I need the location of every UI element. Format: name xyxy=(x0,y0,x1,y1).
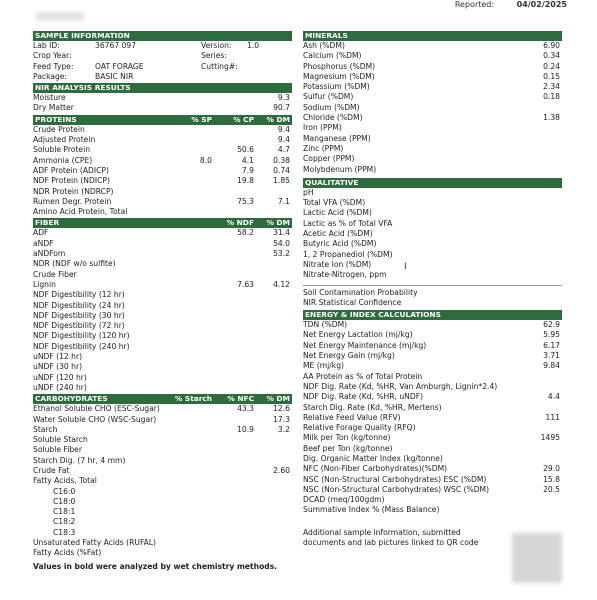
row-label: Crude Protein xyxy=(33,124,85,134)
row-value: 20.5 xyxy=(543,484,560,494)
row-label: Nitrate Ion (%DM) xyxy=(303,259,372,269)
row-label: Relative Forage Quality (RFQ) xyxy=(303,423,416,433)
row-label: Ammonia (CPE) xyxy=(33,155,93,165)
data-row xyxy=(33,548,292,558)
data-row xyxy=(33,187,292,197)
row-value: 54.0 xyxy=(273,238,290,248)
row-label: Moisture xyxy=(33,93,66,103)
carb-rows xyxy=(33,404,292,558)
data-row xyxy=(33,528,292,538)
row-label: Net Energy Lactation (mj/kg) xyxy=(303,330,413,340)
row-value: 53.2 xyxy=(273,249,290,259)
row-label: Starch xyxy=(33,424,58,434)
row-value: 7.1 xyxy=(277,196,290,206)
row-label: NDF Digestibility (72 hr) xyxy=(33,321,125,331)
row-value: 19.8 xyxy=(237,176,254,186)
row-value: 3.2 xyxy=(277,424,290,434)
row-label: Magnesium (%DM) xyxy=(303,71,375,81)
data-row xyxy=(33,166,292,176)
sample-row: Lab ID: 36767 097 Version: 1.0 xyxy=(33,41,260,50)
data-row xyxy=(303,134,562,144)
row-value: 62.9 xyxy=(543,320,560,330)
row-value: 1.85 xyxy=(273,176,290,186)
qualitative-header: QUALITATIVE xyxy=(303,178,562,188)
row-label: NDF Digestibility (30 hr) xyxy=(33,310,125,320)
data-row xyxy=(303,144,562,154)
blurred-logo xyxy=(36,12,84,21)
row-label: C18:1 xyxy=(53,507,76,517)
row-label: TDN (%DM) xyxy=(303,320,348,330)
data-row xyxy=(33,197,292,207)
data-row xyxy=(303,288,562,298)
row-label: Nitrate-Nitrogen, ppm xyxy=(303,270,387,280)
data-row xyxy=(303,351,562,361)
row-label: NIR Statistical Confidence xyxy=(303,297,402,307)
row-label: C16:0 xyxy=(53,486,76,496)
row-value: 43.3 xyxy=(237,404,254,414)
data-row xyxy=(303,82,562,92)
row-value: 6.17 xyxy=(543,340,560,350)
data-row xyxy=(33,290,292,300)
row-label: pH xyxy=(303,187,314,197)
data-row xyxy=(303,361,562,371)
row-label: 1, 2 Propanediol (%DM) xyxy=(303,249,393,259)
row-label: uNDF (240 hr) xyxy=(33,382,87,392)
row-label: C18:0 xyxy=(53,496,76,506)
row-label: Acetic Acid (%DM) xyxy=(303,229,373,239)
row-label: Butyric Acid (%DM) xyxy=(303,239,377,249)
row-value: 4.4 xyxy=(547,392,560,402)
row-label: Summative Index % (Mass Balance) xyxy=(303,505,440,515)
row-value: 2.34 xyxy=(543,82,560,92)
row-label: DCAD (meq/100gdm) xyxy=(303,495,385,505)
data-row xyxy=(303,250,562,260)
row-label: Manganese (PPM) xyxy=(303,133,371,143)
row-value: 9.4 xyxy=(277,135,290,145)
data-row xyxy=(303,239,562,249)
row-label: Lactic as % of Total VFA xyxy=(303,218,393,228)
row-label: Unsaturated Fatty Acids (RUFAL) xyxy=(33,538,157,548)
row-value: 2.60 xyxy=(273,465,290,475)
data-row xyxy=(33,249,292,259)
data-row xyxy=(33,311,292,321)
minerals-header: MINERALS xyxy=(303,31,562,41)
data-row xyxy=(33,517,292,527)
row-value: 0.74 xyxy=(273,165,290,175)
data-row xyxy=(303,330,562,340)
data-row xyxy=(303,433,562,443)
quality-rows xyxy=(303,188,562,281)
row-label: Iron (PPM) xyxy=(303,123,342,133)
data-row xyxy=(303,382,562,392)
row-value: 15.8 xyxy=(543,474,560,484)
data-row xyxy=(33,456,292,466)
data-row xyxy=(33,497,292,507)
row-value: 6.90 xyxy=(543,41,560,50)
row-value: 12.6 xyxy=(273,404,290,414)
reported-date: 04/02/2025 xyxy=(516,0,567,9)
row-label: Water Soluble CHO (WSC-Sugar) xyxy=(33,414,157,424)
row-label: NFC (Non-Fiber Carbohydrates)(%DM) xyxy=(303,464,448,474)
data-row xyxy=(303,103,562,113)
row-value: 75.3 xyxy=(237,196,254,206)
row-label: Soluble Starch xyxy=(33,435,88,445)
lab-id-value: 36767 097 xyxy=(95,41,137,50)
row-value: 0.15 xyxy=(543,71,560,81)
row-label: C18:3 xyxy=(53,527,76,537)
data-row xyxy=(303,92,562,102)
reported-label: Reported: xyxy=(454,0,495,9)
row-label: Lignin xyxy=(33,279,56,289)
footnote: Values in bold were analyzed by wet chemistry methods. xyxy=(33,561,278,571)
data-row xyxy=(33,445,292,455)
row-value: 4.12 xyxy=(273,279,290,289)
sample-row: Package: BASIC NIR xyxy=(33,71,134,81)
row-label: Crude Fiber xyxy=(33,269,77,279)
data-row xyxy=(303,298,562,308)
row-label: uNDF (30 hr) xyxy=(33,362,83,372)
data-row xyxy=(33,538,292,548)
carbs-header: CARBOHYDRATES % Starch % NFC % DM xyxy=(35,394,290,404)
data-row xyxy=(303,413,562,423)
row-value: 9.84 xyxy=(543,361,560,371)
data-row xyxy=(303,208,562,218)
data-row xyxy=(303,229,562,239)
row-label: NDF Protein (NDICP) xyxy=(33,176,110,186)
row-value: 10.9 xyxy=(237,424,254,434)
data-row xyxy=(33,176,292,186)
row-label: ADF Protein (ADICP) xyxy=(33,165,109,175)
data-row xyxy=(303,51,562,61)
text-cursor-icon: I xyxy=(404,262,407,272)
data-row xyxy=(303,219,562,229)
row-label: Amino Acid Protein, Total xyxy=(33,207,128,217)
data-row xyxy=(33,259,292,269)
divider xyxy=(303,285,562,286)
data-row xyxy=(303,485,562,495)
row-label: Total VFA (%DM) xyxy=(303,198,366,208)
energy-rows xyxy=(303,320,562,516)
row-label: NDR (NDF w/o sulfite) xyxy=(33,259,116,269)
data-row xyxy=(33,342,292,352)
data-row xyxy=(33,156,292,166)
row-label: ME (mj/kg) xyxy=(303,361,344,371)
data-row xyxy=(33,331,292,341)
data-row xyxy=(303,62,562,72)
row-label: Copper (PPM) xyxy=(303,154,355,164)
data-row xyxy=(303,154,562,164)
row-label: aNDF xyxy=(33,238,54,248)
row-value: 50.6 xyxy=(237,145,254,155)
row-label: AA Protein as % of Total Protein xyxy=(303,371,423,381)
data-row xyxy=(303,320,562,330)
row-label: Adjusted Protein xyxy=(33,135,96,145)
sample-info-header: SAMPLE INFORMATION xyxy=(33,31,292,41)
row-value: 17.3 xyxy=(273,414,290,424)
row-label: Crude Fat xyxy=(33,465,70,475)
row-label: NDF Digestibility (12 hr) xyxy=(33,290,125,300)
row-value: 31.4 xyxy=(273,228,290,238)
row-value: 1.38 xyxy=(543,113,560,123)
row-label: NDF Dig. Rate (Kd, %HR, Van Amburgh, Lignin*2.4) xyxy=(303,381,498,391)
row-label: Potassium (%DM) xyxy=(303,82,370,92)
row-value: 1495 xyxy=(540,433,560,443)
row-label: Beef per Ton (kg/tonne) xyxy=(303,443,393,453)
mineral-rows xyxy=(303,41,562,175)
data-row xyxy=(303,123,562,133)
right-column xyxy=(303,30,562,548)
row-value: 9.3 xyxy=(277,93,290,103)
row-value: 5.95 xyxy=(543,330,560,340)
data-row xyxy=(303,464,562,474)
row-label: Net Energy Gain (mj/kg) xyxy=(303,351,395,361)
left-column xyxy=(33,30,292,571)
data-row xyxy=(303,403,562,413)
feed-type-value: OAT FORAGE xyxy=(95,61,144,71)
row-label: Lactic Acid (%DM) xyxy=(303,208,372,218)
qr-code[interactable] xyxy=(512,533,562,583)
row-value: 8.0 xyxy=(199,155,212,165)
data-row xyxy=(33,145,292,155)
row-value: 4.1 xyxy=(241,155,254,165)
row-label: Zinc (PPM) xyxy=(303,143,344,153)
fiber-header: FIBER % NDF % DM xyxy=(35,218,290,228)
row-label: Fatty Acids (%Fat) xyxy=(33,548,102,558)
data-row xyxy=(33,228,292,238)
data-row xyxy=(33,270,292,280)
fiber-rows xyxy=(33,228,292,393)
data-row xyxy=(33,383,292,393)
data-row xyxy=(303,454,562,464)
data-row xyxy=(33,435,292,445)
row-value: 0.18 xyxy=(543,92,560,102)
data-row xyxy=(33,125,292,135)
row-label: Phosphorus (%DM) xyxy=(303,61,376,71)
package-value: BASIC NIR xyxy=(95,71,134,81)
data-row xyxy=(33,404,292,414)
row-label: Dig. Organic Matter Index (kg/tonne) xyxy=(303,453,443,463)
row-value: 3.71 xyxy=(543,351,560,361)
row-value: 0.34 xyxy=(543,51,560,61)
data-row xyxy=(33,476,292,486)
report-header xyxy=(455,0,567,9)
row-label: Sodium (%DM) xyxy=(303,102,360,112)
quality-extra-rows xyxy=(303,288,562,309)
row-label: Dry Matter xyxy=(33,103,74,113)
row-value: 58.2 xyxy=(237,228,254,238)
row-label: NDF Digestibility (120 hr) xyxy=(33,331,130,341)
data-row xyxy=(303,41,562,51)
row-label: Soluble Protein xyxy=(33,145,91,155)
energy-header: ENERGY & INDEX CALCULATIONS xyxy=(303,310,562,320)
data-row xyxy=(303,505,562,515)
data-row xyxy=(33,466,292,476)
row-value: 0.38 xyxy=(273,155,290,165)
data-row xyxy=(303,392,562,402)
additional-info: Additional sample information, submitted documents and lab pictures linked to QR code xyxy=(303,527,479,547)
data-row xyxy=(303,260,562,270)
data-row xyxy=(33,280,292,290)
row-value: 111 xyxy=(545,412,560,422)
row-label: uNDF (12 hr) xyxy=(33,352,83,362)
data-row xyxy=(33,135,292,145)
row-label: Chloride (%DM) xyxy=(303,113,363,123)
sample-row: Feed Type: OAT FORAGE Cutting#: xyxy=(33,61,238,71)
row-value: 29.0 xyxy=(543,464,560,474)
data-row xyxy=(33,103,292,113)
data-row xyxy=(303,188,562,198)
row-label: Soil Contamination Probability xyxy=(303,287,418,297)
proteins-header: PROTEINS % SP % CP % DM xyxy=(35,114,290,124)
data-row xyxy=(33,415,292,425)
row-label: C18:2 xyxy=(53,517,76,527)
sample-row: Crop Year: Series: xyxy=(33,51,227,61)
row-label: NSC (Non-Structural Carbohydrates) WSC (%DM) xyxy=(303,484,490,494)
row-label: Milk per Ton (kg/tonne) xyxy=(303,433,391,443)
row-label: uNDF (120 hr) xyxy=(33,372,87,382)
row-label: NDF Digestibility (240 hr) xyxy=(33,341,130,351)
row-label: Starch Dig. (7 hr, 4 mm) xyxy=(33,455,126,465)
row-label: Relative Feed Value (RFV) xyxy=(303,412,401,422)
data-row xyxy=(303,475,562,485)
row-label: NDF Dig. Rate (Kd, %HR, uNDF) xyxy=(303,392,424,402)
data-row xyxy=(33,362,292,372)
data-row xyxy=(303,495,562,505)
data-row xyxy=(33,373,292,383)
row-value: 7.9 xyxy=(241,165,254,175)
data-row xyxy=(303,198,562,208)
nir-rows xyxy=(33,93,292,114)
data-row xyxy=(303,72,562,82)
data-row xyxy=(303,270,562,280)
data-row xyxy=(33,207,292,217)
row-label: Ethanol Soluble CHO (ESC-Sugar) xyxy=(33,404,160,414)
row-value: 0.24 xyxy=(543,61,560,71)
row-label: Ash (%DM) xyxy=(303,41,345,50)
row-label: Fatty Acids, Total xyxy=(33,476,97,486)
data-row xyxy=(303,372,562,382)
row-label: Rumen Degr. Protein xyxy=(33,196,112,206)
row-label: Soluble Fiber xyxy=(33,445,82,455)
data-row xyxy=(303,444,562,454)
row-value: 9.4 xyxy=(277,124,290,134)
data-row xyxy=(33,352,292,362)
row-value: 7.63 xyxy=(237,279,254,289)
data-row xyxy=(303,423,562,433)
row-value: 4.7 xyxy=(277,145,290,155)
data-row xyxy=(33,93,292,103)
row-label: NDF Digestibility (24 hr) xyxy=(33,300,125,310)
data-row xyxy=(33,301,292,311)
nir-header: NIR ANALYSIS RESULTS xyxy=(33,83,292,93)
row-label: Sulfur (%DM) xyxy=(303,92,354,102)
row-label: ADF xyxy=(33,228,49,238)
row-label: aNDFom xyxy=(33,249,66,259)
data-row xyxy=(33,425,292,435)
row-value: 90.7 xyxy=(273,103,290,113)
data-row xyxy=(33,487,292,497)
protein-rows xyxy=(33,125,292,218)
data-row xyxy=(303,113,562,123)
row-label: Molybdenum (PPM) xyxy=(303,164,377,174)
data-row xyxy=(33,507,292,517)
row-label: NDR Protein (NDRCP) xyxy=(33,186,114,196)
row-label: Net Energy Maintenance (mj/kg) xyxy=(303,340,427,350)
data-row xyxy=(303,165,562,175)
data-row xyxy=(33,239,292,249)
row-label: Starch Dig. Rate (Kd, %HR, Mertens) xyxy=(303,402,442,412)
row-label: Calcium (%DM) xyxy=(303,51,362,61)
data-row xyxy=(33,321,292,331)
row-label: NSC (Non-Structural Carbohydrates) ESC (%DM) xyxy=(303,474,487,484)
data-row xyxy=(303,341,562,351)
